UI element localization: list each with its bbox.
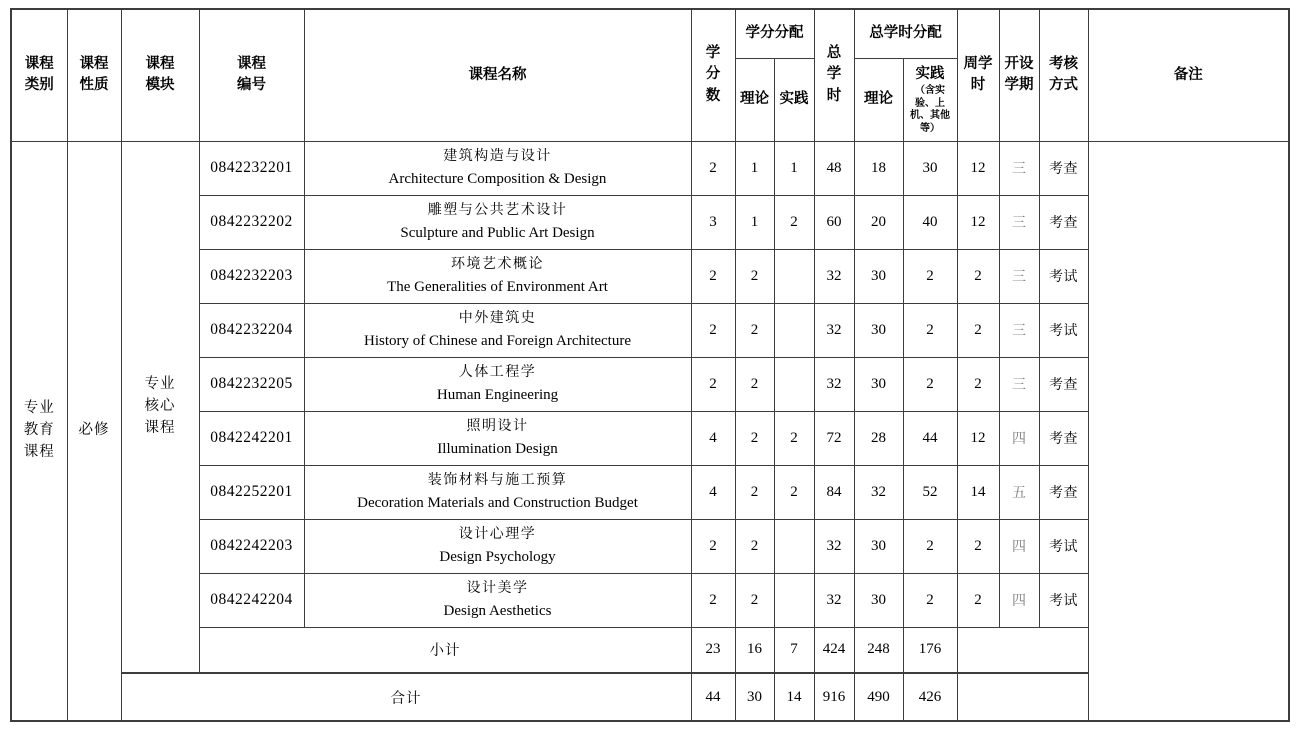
total-hours-value: 72	[814, 411, 854, 465]
group-course-module-label: 专业核心课程	[144, 376, 176, 436]
header-assessment	[1039, 9, 1088, 141]
header-course-code-label: 课程编号	[237, 55, 266, 94]
credits-value: 2	[691, 249, 735, 303]
course-name-cn: 设计美学	[466, 581, 529, 596]
semester-value: 四	[999, 573, 1039, 627]
subtotal-total-hours: 424	[814, 627, 854, 673]
total-hours-theory: 490	[854, 673, 903, 721]
header-course-name-label: 课程名称	[468, 66, 527, 83]
credits-value: 2	[691, 141, 735, 195]
header-course-module-label: 课程模块	[145, 55, 175, 94]
hours-theory-value: 18	[854, 141, 903, 195]
assessment-value: 考查	[1039, 195, 1088, 249]
total-credit-practice: 14	[774, 673, 814, 721]
credits-value: 2	[691, 573, 735, 627]
header-remarks	[1088, 9, 1289, 141]
header-credits-label: 学分数	[705, 44, 721, 105]
hours-practice-value: 2	[903, 303, 957, 357]
header-hours-practice	[903, 58, 957, 141]
course-name-cn: 雕塑与公共艺术设计	[427, 203, 568, 218]
course-name-en: Decoration Materials and Construction Budget	[357, 495, 638, 511]
credit-practice-value	[774, 519, 814, 573]
total-hours-practice: 426	[903, 673, 957, 721]
course-code: 0842232205	[199, 357, 304, 411]
course-name	[304, 411, 691, 465]
total-hours-value: 32	[814, 249, 854, 303]
course-name-cn: 建筑构造与设计	[443, 149, 552, 164]
course-name-en: Design Aesthetics	[443, 603, 552, 619]
course-name-en: Architecture Composition & Design	[388, 171, 607, 187]
total-credits: 44	[691, 673, 735, 721]
course-name-en: Illumination Design	[437, 441, 558, 457]
credit-practice-value	[774, 357, 814, 411]
hours-theory-value: 30	[854, 573, 903, 627]
header-course-module	[121, 9, 199, 141]
course-name-en: History of Chinese and Foreign Architecture	[363, 333, 632, 349]
subtotal-credit-practice: 7	[774, 627, 814, 673]
assessment-value: 考查	[1039, 357, 1088, 411]
header-credit-practice-label: 实践	[779, 90, 809, 107]
header-weekly-hours	[957, 9, 999, 141]
hours-theory-value: 32	[854, 465, 903, 519]
course-code: 0842232201	[199, 141, 304, 195]
course-name	[304, 303, 691, 357]
credit-theory-value: 2	[735, 303, 774, 357]
semester-value: 三	[999, 357, 1039, 411]
hours-practice-value: 2	[903, 573, 957, 627]
header-total-hours-label: 总学时	[826, 44, 842, 105]
header-course-category	[11, 9, 67, 141]
table-header	[11, 9, 1289, 141]
hours-theory-value: 30	[854, 249, 903, 303]
total-credit-theory: 30	[735, 673, 774, 721]
course-code: 0842242204	[199, 573, 304, 627]
credit-practice-value	[774, 249, 814, 303]
credit-practice-value	[774, 303, 814, 357]
semester-value: 三	[999, 141, 1039, 195]
group-course-nature	[67, 141, 121, 721]
header-course-code	[199, 9, 304, 141]
hours-practice-value: 44	[903, 411, 957, 465]
hours-practice-value: 30	[903, 141, 957, 195]
course-code: 0842232204	[199, 303, 304, 357]
hours-practice-value: 2	[903, 249, 957, 303]
header-assessment-label: 考核方式	[1049, 55, 1078, 94]
semester-value: 四	[999, 519, 1039, 573]
table-body	[11, 141, 1289, 721]
subtotal-hours-practice: 176	[903, 627, 957, 673]
weekly-hours-value: 2	[957, 519, 999, 573]
credit-practice-value: 2	[774, 411, 814, 465]
course-code: 0842232203	[199, 249, 304, 303]
total-label: 合计	[121, 673, 691, 721]
header-credit-allocation-label: 学分分配	[745, 25, 804, 42]
course-code: 0842242203	[199, 519, 304, 573]
group-course-nature-label: 必修	[78, 421, 110, 438]
header-total-hours-allocation	[854, 9, 957, 58]
assessment-value: 考试	[1039, 303, 1088, 357]
header-hours-theory-label: 理论	[864, 90, 893, 107]
header-credit-theory-label: 理论	[740, 90, 769, 107]
credit-practice-value: 1	[774, 141, 814, 195]
subtotal-credit-theory: 16	[735, 627, 774, 673]
assessment-value: 考查	[1039, 465, 1088, 519]
weekly-hours-value: 2	[957, 303, 999, 357]
group-course-category-label: 专业教育课程	[23, 400, 55, 460]
total-hours-value: 32	[814, 303, 854, 357]
header-credit-allocation	[735, 9, 814, 58]
credits-value: 2	[691, 303, 735, 357]
header-semester-label: 开设学期	[1004, 55, 1034, 94]
course-name-en: The Generalities of Environment Art	[387, 279, 608, 295]
weekly-hours-value: 12	[957, 141, 999, 195]
assessment-value: 考查	[1039, 411, 1088, 465]
total-total-hours: 916	[814, 673, 854, 721]
group-course-module	[121, 141, 199, 673]
weekly-hours-value: 2	[957, 357, 999, 411]
subtotal-hours-theory: 248	[854, 627, 903, 673]
credit-theory-value: 1	[735, 141, 774, 195]
credit-theory-value: 2	[735, 573, 774, 627]
total-hours-value: 32	[814, 519, 854, 573]
course-name-en: Sculpture and Public Art Design	[400, 225, 595, 241]
credit-theory-value: 2	[735, 411, 774, 465]
total-hours-value: 60	[814, 195, 854, 249]
credits-value: 3	[691, 195, 735, 249]
semester-value: 四	[999, 411, 1039, 465]
semester-value: 三	[999, 195, 1039, 249]
header-course-nature-label: 课程性质	[79, 55, 109, 94]
table-row	[11, 141, 1289, 195]
course-name-en: Human Engineering	[436, 387, 559, 403]
credits-value: 4	[691, 411, 735, 465]
remarks-cell	[1088, 141, 1289, 721]
header-remarks-label: 备注	[1173, 66, 1203, 83]
weekly-hours-value: 12	[957, 195, 999, 249]
hours-practice-value: 2	[903, 519, 957, 573]
course-name	[304, 357, 691, 411]
weekly-hours-value: 2	[957, 249, 999, 303]
course-name-cn: 设计心理学	[458, 527, 537, 542]
course-name-cn: 照明设计	[466, 419, 529, 434]
course-name	[304, 141, 691, 195]
credit-practice-value: 2	[774, 465, 814, 519]
course-name	[304, 573, 691, 627]
header-credit-theory	[735, 58, 774, 141]
semester-value: 三	[999, 303, 1039, 357]
credit-theory-value: 2	[735, 519, 774, 573]
hours-practice-value: 52	[903, 465, 957, 519]
header-total-hours-allocation-label: 总学时分配	[869, 25, 942, 42]
course-name-cn: 装饰材料与施工预算	[427, 473, 568, 488]
weekly-hours-value: 14	[957, 465, 999, 519]
course-name-cn: 环境艺术概论	[451, 257, 544, 272]
hours-practice-value: 2	[903, 357, 957, 411]
assessment-value: 考试	[1039, 519, 1088, 573]
header-semester	[999, 9, 1039, 141]
header-credit-practice	[774, 58, 814, 141]
credit-practice-value	[774, 573, 814, 627]
assessment-value: 考试	[1039, 249, 1088, 303]
hours-theory-value: 20	[854, 195, 903, 249]
group-course-category	[11, 141, 67, 721]
course-name-cn: 中外建筑史	[458, 311, 537, 326]
course-code: 0842242201	[199, 411, 304, 465]
weekly-hours-value: 12	[957, 411, 999, 465]
hours-theory-value: 30	[854, 357, 903, 411]
credit-theory-value: 1	[735, 195, 774, 249]
assessment-value: 考试	[1039, 573, 1088, 627]
hours-theory-value: 28	[854, 411, 903, 465]
semester-value: 五	[999, 465, 1039, 519]
total-hours-value: 32	[814, 357, 854, 411]
credits-value: 2	[691, 357, 735, 411]
course-name	[304, 465, 691, 519]
assessment-value: 考查	[1039, 141, 1088, 195]
course-code: 0842252201	[199, 465, 304, 519]
credits-value: 4	[691, 465, 735, 519]
header-total-hours	[814, 9, 854, 141]
course-name	[304, 249, 691, 303]
semester-value: 三	[999, 249, 1039, 303]
course-code: 0842232202	[199, 195, 304, 249]
hours-theory-value: 30	[854, 519, 903, 573]
credit-theory-value: 2	[735, 357, 774, 411]
course-name-cn: 人体工程学	[458, 365, 537, 380]
weekly-hours-value: 2	[957, 573, 999, 627]
subtotal-credits: 23	[691, 627, 735, 673]
header-hours-practice-label: 实践	[915, 65, 945, 82]
credit-theory-value: 2	[735, 465, 774, 519]
subtotal-empty-cell	[957, 627, 1088, 673]
credit-practice-value: 2	[774, 195, 814, 249]
header-credits	[691, 9, 735, 141]
hours-practice-value: 40	[903, 195, 957, 249]
course-name-en: Design Psychology	[439, 549, 556, 565]
course-name	[304, 519, 691, 573]
hours-theory-value: 30	[854, 303, 903, 357]
header-hours-practice-note: （含实验、上机、其他等）	[910, 85, 950, 134]
header-course-nature	[67, 9, 121, 141]
header-course-name	[304, 9, 691, 141]
total-hours-value: 32	[814, 573, 854, 627]
header-hours-theory	[854, 58, 903, 141]
credit-theory-value: 2	[735, 249, 774, 303]
total-hours-value: 48	[814, 141, 854, 195]
credits-value: 2	[691, 519, 735, 573]
curriculum-table	[10, 8, 1290, 722]
subtotal-label: 小计	[199, 627, 691, 673]
total-hours-value: 84	[814, 465, 854, 519]
header-weekly-hours-label: 周学时	[963, 55, 993, 94]
header-course-category-label: 课程类别	[24, 55, 54, 94]
course-name	[304, 195, 691, 249]
total-empty-cell	[957, 673, 1088, 721]
